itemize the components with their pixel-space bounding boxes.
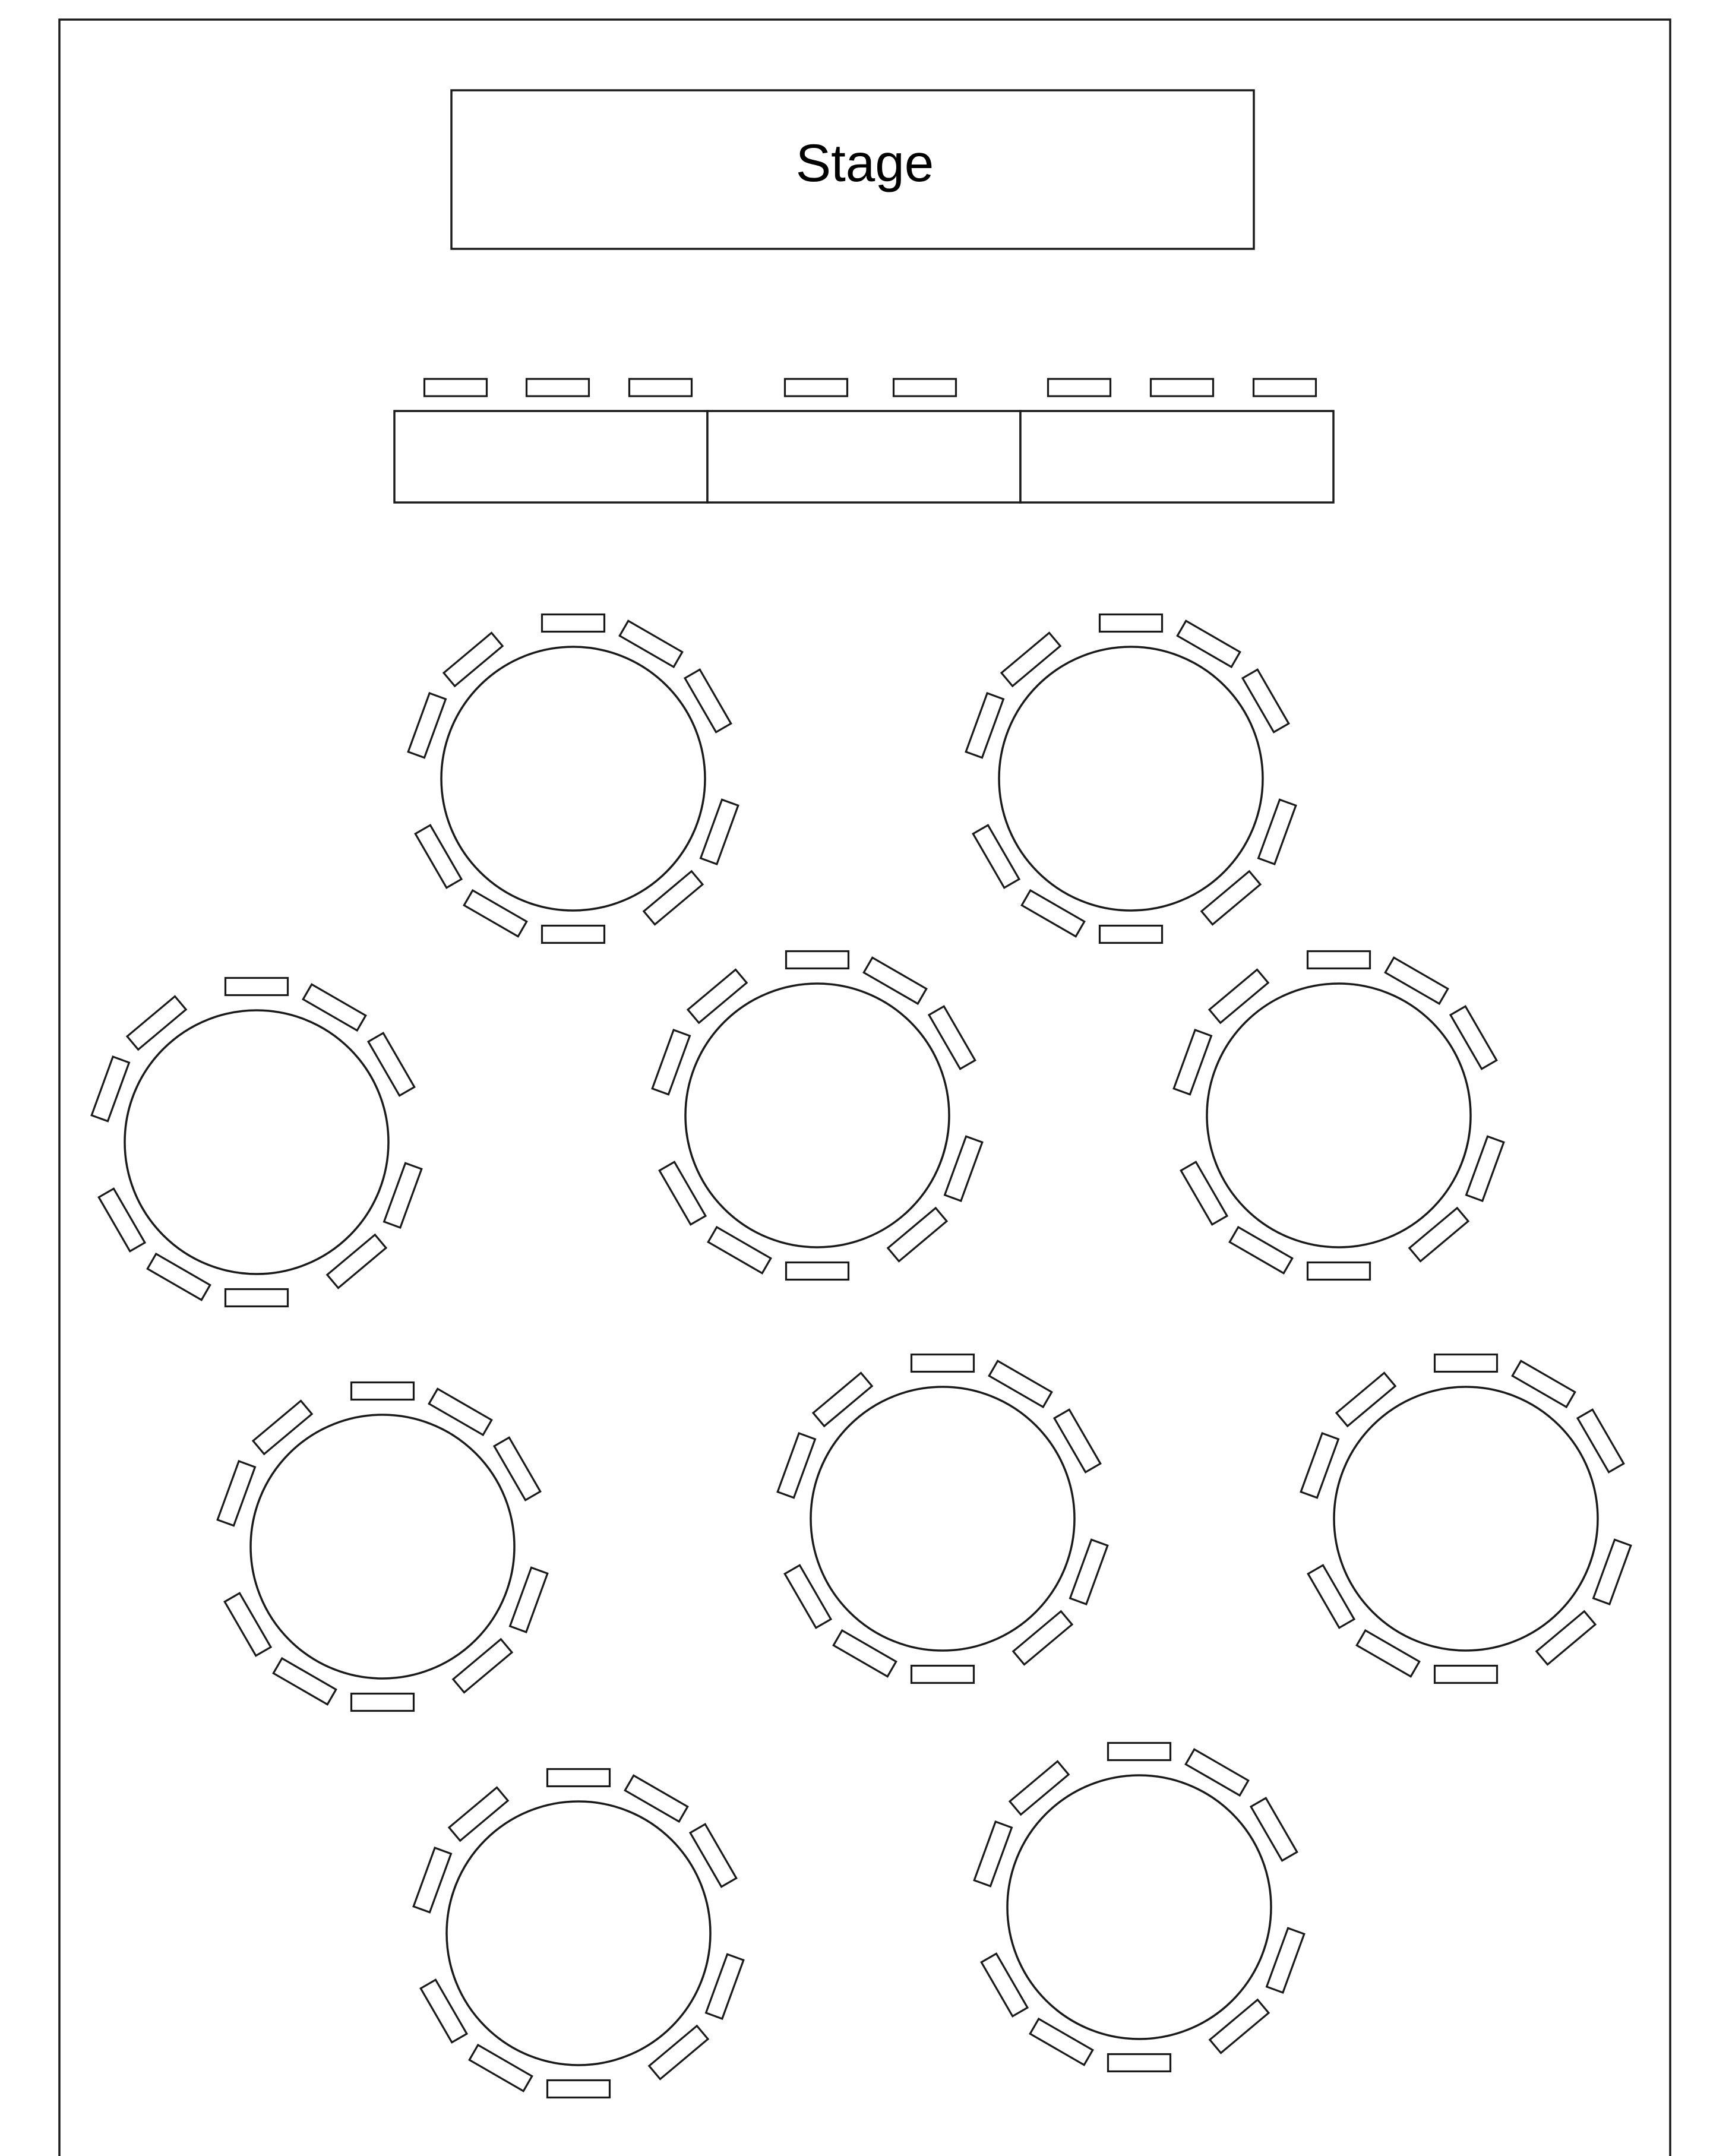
round-table-top	[1007, 1775, 1271, 2039]
chair	[912, 1666, 974, 1683]
chair	[352, 1383, 414, 1400]
chair	[1435, 1355, 1497, 1372]
chair	[1100, 615, 1162, 632]
round-table-top	[251, 1415, 514, 1678]
chair	[1435, 1666, 1497, 1683]
head-table-chair-1	[425, 379, 487, 396]
round-table-4	[652, 951, 982, 1280]
round-table-1	[408, 615, 738, 943]
chair	[786, 1263, 849, 1280]
round-table-top	[441, 647, 705, 911]
round-table-8	[1301, 1355, 1631, 1683]
chair	[1100, 926, 1162, 943]
round-table-5	[1174, 951, 1504, 1280]
head-table-section-2	[707, 411, 1020, 502]
chair	[548, 1769, 610, 1787]
head-table-chair-3	[630, 379, 692, 396]
chair	[1308, 1263, 1370, 1280]
round-table-top	[1334, 1387, 1598, 1651]
chair	[542, 926, 605, 943]
chair	[974, 1822, 1012, 1886]
head-table-chair-4	[785, 379, 848, 396]
round-table-6	[217, 1383, 548, 1711]
head-table-chair-2	[527, 379, 589, 396]
round-table-top	[125, 1010, 388, 1274]
chair	[1308, 951, 1370, 969]
chair	[777, 1433, 815, 1498]
chair	[912, 1355, 974, 1372]
chair	[91, 1057, 129, 1121]
chair	[966, 693, 1003, 758]
chair	[542, 615, 605, 632]
round-table-7	[777, 1355, 1108, 1683]
chair	[1301, 1433, 1338, 1498]
round-table-top	[447, 1801, 710, 2065]
round-table-top	[1207, 984, 1471, 1247]
chair	[786, 951, 849, 969]
head-table-chair-6	[1048, 379, 1111, 396]
chair	[226, 978, 288, 995]
chair	[1070, 1539, 1108, 1604]
chair	[652, 1030, 690, 1095]
round-table-top	[685, 984, 949, 1247]
chair	[413, 1848, 451, 1912]
chair	[352, 1694, 414, 1711]
head-table-section-3	[1020, 411, 1333, 502]
chair	[510, 1567, 548, 1632]
round-table-2	[966, 615, 1296, 943]
chair	[1174, 1030, 1211, 1095]
chair	[1259, 799, 1296, 864]
head-table-chair-8	[1254, 379, 1316, 396]
chair	[384, 1163, 422, 1228]
round-table-3	[91, 978, 422, 1307]
round-table-10	[974, 1743, 1304, 2072]
round-table-top	[811, 1387, 1074, 1651]
chair	[706, 1954, 744, 2019]
head-table	[394, 379, 1333, 502]
head-table-chair-7	[1151, 379, 1213, 396]
head-table-section-1	[394, 411, 707, 502]
chair	[945, 1136, 982, 1201]
chair	[1594, 1539, 1631, 1604]
round-tables	[91, 615, 1631, 2098]
chair	[1466, 1136, 1504, 1201]
round-table-9	[413, 1769, 744, 2098]
round-table-top	[999, 647, 1263, 911]
chair	[217, 1461, 255, 1526]
stage	[451, 90, 1254, 249]
chair	[548, 2081, 610, 2098]
stage-label: Stage	[795, 133, 934, 192]
chair	[408, 693, 445, 758]
chair	[1267, 1928, 1304, 1993]
chair	[701, 799, 738, 864]
chair	[226, 1289, 288, 1307]
chair	[1108, 2054, 1171, 2072]
chair	[1108, 1743, 1171, 1760]
head-table-chair-5	[894, 379, 956, 396]
